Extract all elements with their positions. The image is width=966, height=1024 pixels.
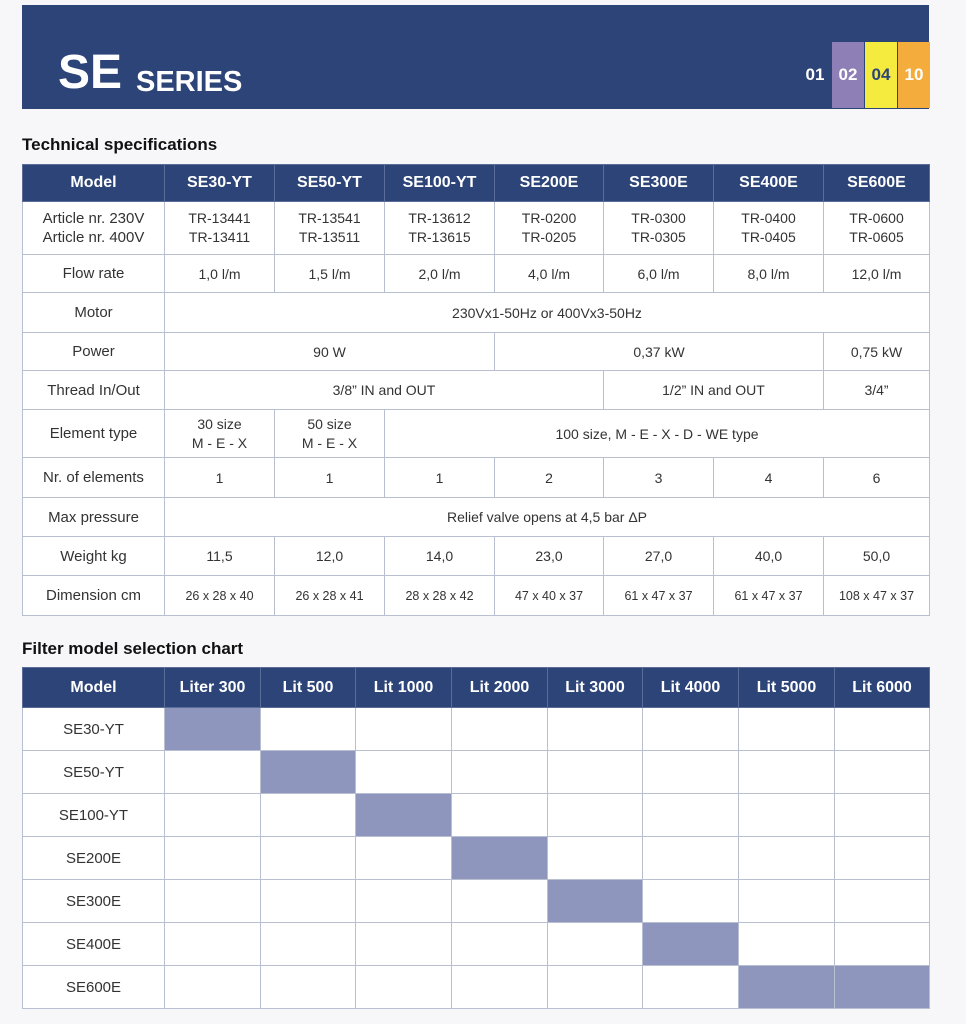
header-cell: Lit 5000 [739,668,835,708]
table-cell [824,202,930,255]
empty-cell [165,966,261,1009]
table-cell: 26 x 28 x 40 [165,576,275,616]
empty-cell [356,923,452,966]
row-label [23,202,165,255]
header-cell: SE400E [714,165,824,202]
empty-cell [739,794,835,837]
table-cell: 0,75 kW [824,333,930,371]
table-cell: 12,0 [275,537,385,576]
cell-value: TR-0605 [849,229,904,245]
header-cell: SE300E [604,165,714,202]
selection-body [23,708,930,1009]
table-cell: 6,0 l/m [604,255,714,293]
table-cell: 3 [604,458,714,498]
table-cell: 26 x 28 x 41 [275,576,385,616]
row-model-label: SE300E [23,880,165,923]
label-400: Article nr. 400V [42,229,145,246]
header-cell: Lit 1000 [356,668,452,708]
table-cell [714,202,824,255]
empty-cell [356,837,452,880]
table-cell [165,202,275,255]
header-cell: Lit 6000 [835,668,930,708]
pressure-row [23,498,930,537]
table-cell: 4,0 l/m [495,255,604,293]
cell-value: TR-0200 [521,210,577,226]
empty-cell [261,880,356,923]
header-cell: Model [23,165,165,202]
nr-elements-row [23,458,930,498]
table-cell: 1,0 l/m [165,255,275,293]
row-model-label: SE200E [23,837,165,880]
empty-cell [165,923,261,966]
table-cell: 1/2” IN and OUT [604,371,824,410]
spec-header-row [23,165,930,202]
cell-value: TR-13612 [408,210,471,226]
table-cell: 50,0 [824,537,930,576]
element-type-row [23,410,930,458]
cell-value: M - E - X [301,434,358,451]
table-cell: 27,0 [604,537,714,576]
table-cell: 47 x 40 x 37 [495,576,604,616]
cell-value: TR-0405 [741,229,796,245]
selection-row [23,966,930,1009]
selected-cell [739,966,835,1009]
header-cell: SE30-YT [165,165,275,202]
table-cell: 14,0 [385,537,495,576]
empty-cell [548,966,643,1009]
power-row [23,333,930,371]
empty-cell [548,923,643,966]
empty-cell [165,837,261,880]
row-label: Thread In/Out [23,371,165,410]
page-tab-01[interactable]: 01 [805,65,825,84]
header-cell: SE600E [824,165,930,202]
empty-cell [452,966,548,1009]
table-cell [275,202,385,255]
empty-cell [261,966,356,1009]
cell-value: TR-0600 [849,210,904,226]
selected-cell [643,923,739,966]
tech-spec-table [22,164,930,616]
table-cell: 1 [385,458,495,498]
empty-cell [835,794,930,837]
empty-cell [739,751,835,794]
flow-row [23,255,930,293]
cell-value: TR-13615 [408,229,471,245]
empty-cell [643,708,739,751]
header-cell: Liter 300 [165,668,261,708]
empty-cell [835,837,930,880]
empty-cell [356,880,452,923]
row-label: Power [23,333,165,371]
empty-cell [452,880,548,923]
cell-value: 30 size [197,415,242,432]
page-tab-04[interactable]: 04 [865,42,897,108]
empty-cell [261,708,356,751]
cell-value: M - E - X [191,434,248,451]
header-cell: Lit 3000 [548,668,643,708]
page-tab-02[interactable]: 02 [832,42,864,108]
motor-row [23,293,930,333]
row-label: Nr. of elements [23,458,165,498]
label-230: Article nr. 230V [42,210,145,227]
table-cell: 1 [275,458,385,498]
table-cell: 28 x 28 x 42 [385,576,495,616]
cell-value: TR-13541 [298,210,361,226]
row-label: Max pressure [23,498,165,537]
series-subtitle: SERIES [136,66,243,98]
table-cell: Relief valve opens at 4,5 bar ΔP [165,498,930,537]
row-label: Motor [23,293,165,333]
empty-cell [739,880,835,923]
page-tab-10[interactable]: 10 [898,42,930,108]
row-model-label: SE50-YT [23,751,165,794]
empty-cell [548,794,643,837]
empty-cell [452,751,548,794]
empty-cell [643,751,739,794]
header-banner [22,5,929,109]
selection-chart-title: Filter model selection chart [22,639,244,658]
header-cell: Lit 4000 [643,668,739,708]
table-cell: 1,5 l/m [275,255,385,293]
cell-value: TR-0400 [741,210,796,226]
empty-cell [261,794,356,837]
empty-cell [739,708,835,751]
selection-header-row [23,668,930,708]
table-cell: 61 x 47 x 37 [604,576,714,616]
empty-cell [835,923,930,966]
table-cell: 40,0 [714,537,824,576]
table-cell [604,202,714,255]
selected-cell [356,794,452,837]
empty-cell [356,966,452,1009]
weight-row [23,537,930,576]
selected-cell [548,880,643,923]
cell-value: 50 size [307,415,352,432]
header-cell: Lit 2000 [452,668,548,708]
table-cell: 90 W [165,333,495,371]
selection-row [23,837,930,880]
table-cell: 2 [495,458,604,498]
table-cell: 0,37 kW [495,333,824,371]
cell-value: TR-0300 [631,210,686,226]
empty-cell [356,708,452,751]
empty-cell [356,751,452,794]
empty-cell [835,880,930,923]
selection-row [23,708,930,751]
selected-cell [452,837,548,880]
selected-cell [165,708,261,751]
table-cell: 11,5 [165,537,275,576]
table-cell [385,202,495,255]
table-cell: 2,0 l/m [385,255,495,293]
empty-cell [643,966,739,1009]
empty-cell [739,923,835,966]
empty-cell [165,880,261,923]
header-cell: SE200E [495,165,604,202]
empty-cell [165,751,261,794]
tech-spec-title: Technical specifications [22,135,218,154]
table-cell: 108 x 47 x 37 [824,576,930,616]
empty-cell [835,751,930,794]
row-label: Dimension cm [23,576,165,616]
table-cell: 3/4” [824,371,930,410]
row-model-label: SE400E [23,923,165,966]
table-cell: 23,0 [495,537,604,576]
empty-cell [452,923,548,966]
table-cell: 230Vx1-50Hz or 400Vx3-50Hz [165,293,930,333]
row-model-label: SE600E [23,966,165,1009]
series-title: SE [58,46,123,99]
selection-chart-table [22,667,930,1009]
cell-value: TR-0205 [521,229,577,245]
empty-cell [548,837,643,880]
empty-cell [643,837,739,880]
selected-cell [835,966,930,1009]
empty-cell [548,751,643,794]
row-label: Flow rate [23,255,165,293]
row-label: Weight kg [23,537,165,576]
selection-row [23,923,930,966]
empty-cell [261,837,356,880]
empty-cell [548,708,643,751]
cell-value: TR-13441 [188,210,251,226]
header-cell: SE100-YT [385,165,495,202]
table-cell [165,410,275,458]
table-cell: 100 size, M - E - X - D - WE type [385,410,930,458]
table-cell: 6 [824,458,930,498]
cell-value: TR-0305 [631,229,686,245]
cell-value: TR-13511 [298,229,361,245]
row-model-label: SE30-YT [23,708,165,751]
dimension-row [23,576,930,616]
header-cell: Model [23,668,165,708]
empty-cell [452,708,548,751]
selection-row [23,794,930,837]
table-cell: 61 x 47 x 37 [714,576,824,616]
empty-cell [261,923,356,966]
cell-value: TR-13411 [188,229,251,245]
table-cell [495,202,604,255]
table-cell: 1 [165,458,275,498]
thread-row [23,371,930,410]
row-label: Element type [23,410,165,458]
table-cell: 3/8” IN and OUT [165,371,604,410]
table-cell: 4 [714,458,824,498]
table-cell: 12,0 l/m [824,255,930,293]
article-row [23,202,930,255]
header-cell: SE50-YT [275,165,385,202]
table-cell: 8,0 l/m [714,255,824,293]
empty-cell [643,880,739,923]
empty-cell [739,837,835,880]
table-cell [275,410,385,458]
empty-cell [643,794,739,837]
empty-cell [452,794,548,837]
selection-row [23,880,930,923]
row-model-label: SE100-YT [23,794,165,837]
selection-row [23,751,930,794]
header-cell: Lit 500 [261,668,356,708]
empty-cell [835,708,930,751]
empty-cell [165,794,261,837]
selected-cell [261,751,356,794]
